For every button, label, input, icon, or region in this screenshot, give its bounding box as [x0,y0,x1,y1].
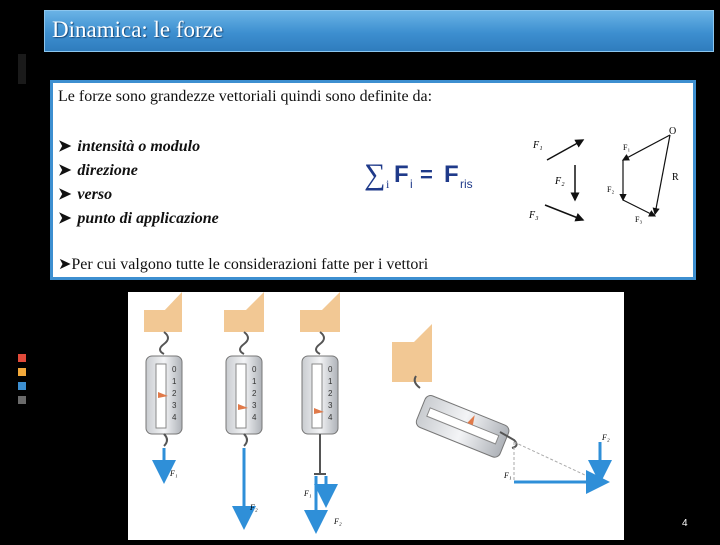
wood-support-3 [300,310,340,332]
svg-text:4: 4 [252,413,257,422]
svg-text:F₂: F₂ [250,503,258,512]
svg-text:3: 3 [252,401,257,410]
label-resultant: R [672,172,679,183]
force-F: F [394,161,409,188]
label-F1: F₁ [533,140,543,151]
spring-scale-2 [226,332,262,524]
svg-text:3: 3 [328,401,333,410]
svg-text:0: 0 [328,365,333,374]
svg-text:1: 1 [172,377,177,386]
svg-text:F₁: F₁ [170,469,178,478]
svg-text:4: 4 [328,413,333,422]
label-F3: F₃ [529,210,539,221]
resultant-vector [655,135,670,214]
svg-text:F₂: F₂ [602,433,610,442]
svg-text:F₁: F₁ [304,489,312,498]
accent-square-blue [18,382,26,390]
accent-square-gray [18,396,26,404]
arrowhead-bullet-icon: ➤ [58,210,72,227]
sum-index: i [386,177,390,191]
vector-sum-diagram [515,120,690,232]
force-index: i [410,177,413,191]
spring-scales-illustration [128,292,624,540]
label-F3-polygon: F₃ [635,215,643,224]
intro-text: Le forze sono grandezze vettoriali quindi sono definite da: [58,88,433,105]
force-vector-3 [545,205,583,220]
slide-title: Dinamica: le forze [52,17,224,42]
force-vector-1 [547,140,583,160]
bullet-text: punto di applicazione [77,210,219,227]
conclusion-text [58,254,428,274]
svg-text:2: 2 [328,389,333,398]
force-F-result: F [444,161,459,188]
svg-text:0: 0 [252,365,257,374]
accent-square-orange [18,368,26,376]
bullet-text: intensità o modulo [77,138,201,155]
bullet-text: direzione [77,162,138,179]
svg-text:1: 1 [252,377,257,386]
svg-text:F₁: F₁ [504,471,512,480]
left-accent-bar [18,54,26,84]
arrowhead-bullet-icon: ➤ [58,138,72,155]
polygon-F3 [623,200,655,216]
bullet-item [58,208,219,228]
arrowhead-bullet-icon: ➤ [58,256,72,273]
sum-symbol: ∑ [364,158,386,191]
arrowhead-bullet-icon: ➤ [58,162,72,179]
svg-text:F₂: F₂ [334,517,342,526]
accent-square-red [18,354,26,362]
bullet-item [58,160,138,180]
spring-scale-1 [146,332,182,478]
equals-sign: = [420,162,433,187]
svg-text:3: 3 [172,401,177,410]
label-F2: F₂ [555,176,565,187]
conclusion-label: Per cui valgono tutte le considerazioni fatte per i vettori [71,256,429,273]
wood-support-4 [392,342,432,382]
page-number: 4 [682,518,688,529]
label-origin: O [669,126,677,137]
bullet-text: verso [77,186,113,203]
resultant-index: ris [460,177,473,191]
svg-text:1: 1 [328,377,333,386]
spring-scale-4 [415,394,511,459]
wood-support-2 [224,310,264,332]
svg-text:2: 2 [172,389,177,398]
arrowhead-bullet-icon: ➤ [58,186,72,203]
label-F2-polygon: F₂ [607,185,615,194]
bullet-item [58,136,200,156]
svg-text:2: 2 [252,389,257,398]
svg-text:0: 0 [172,365,177,374]
spring-scale-3 [302,332,342,528]
svg-text:4: 4 [172,413,177,422]
spring-scale-figure [128,292,624,540]
label-F1-polygon: F₁ [623,143,631,152]
bullet-item [58,184,112,204]
sum-of-forces-formula [360,150,490,200]
